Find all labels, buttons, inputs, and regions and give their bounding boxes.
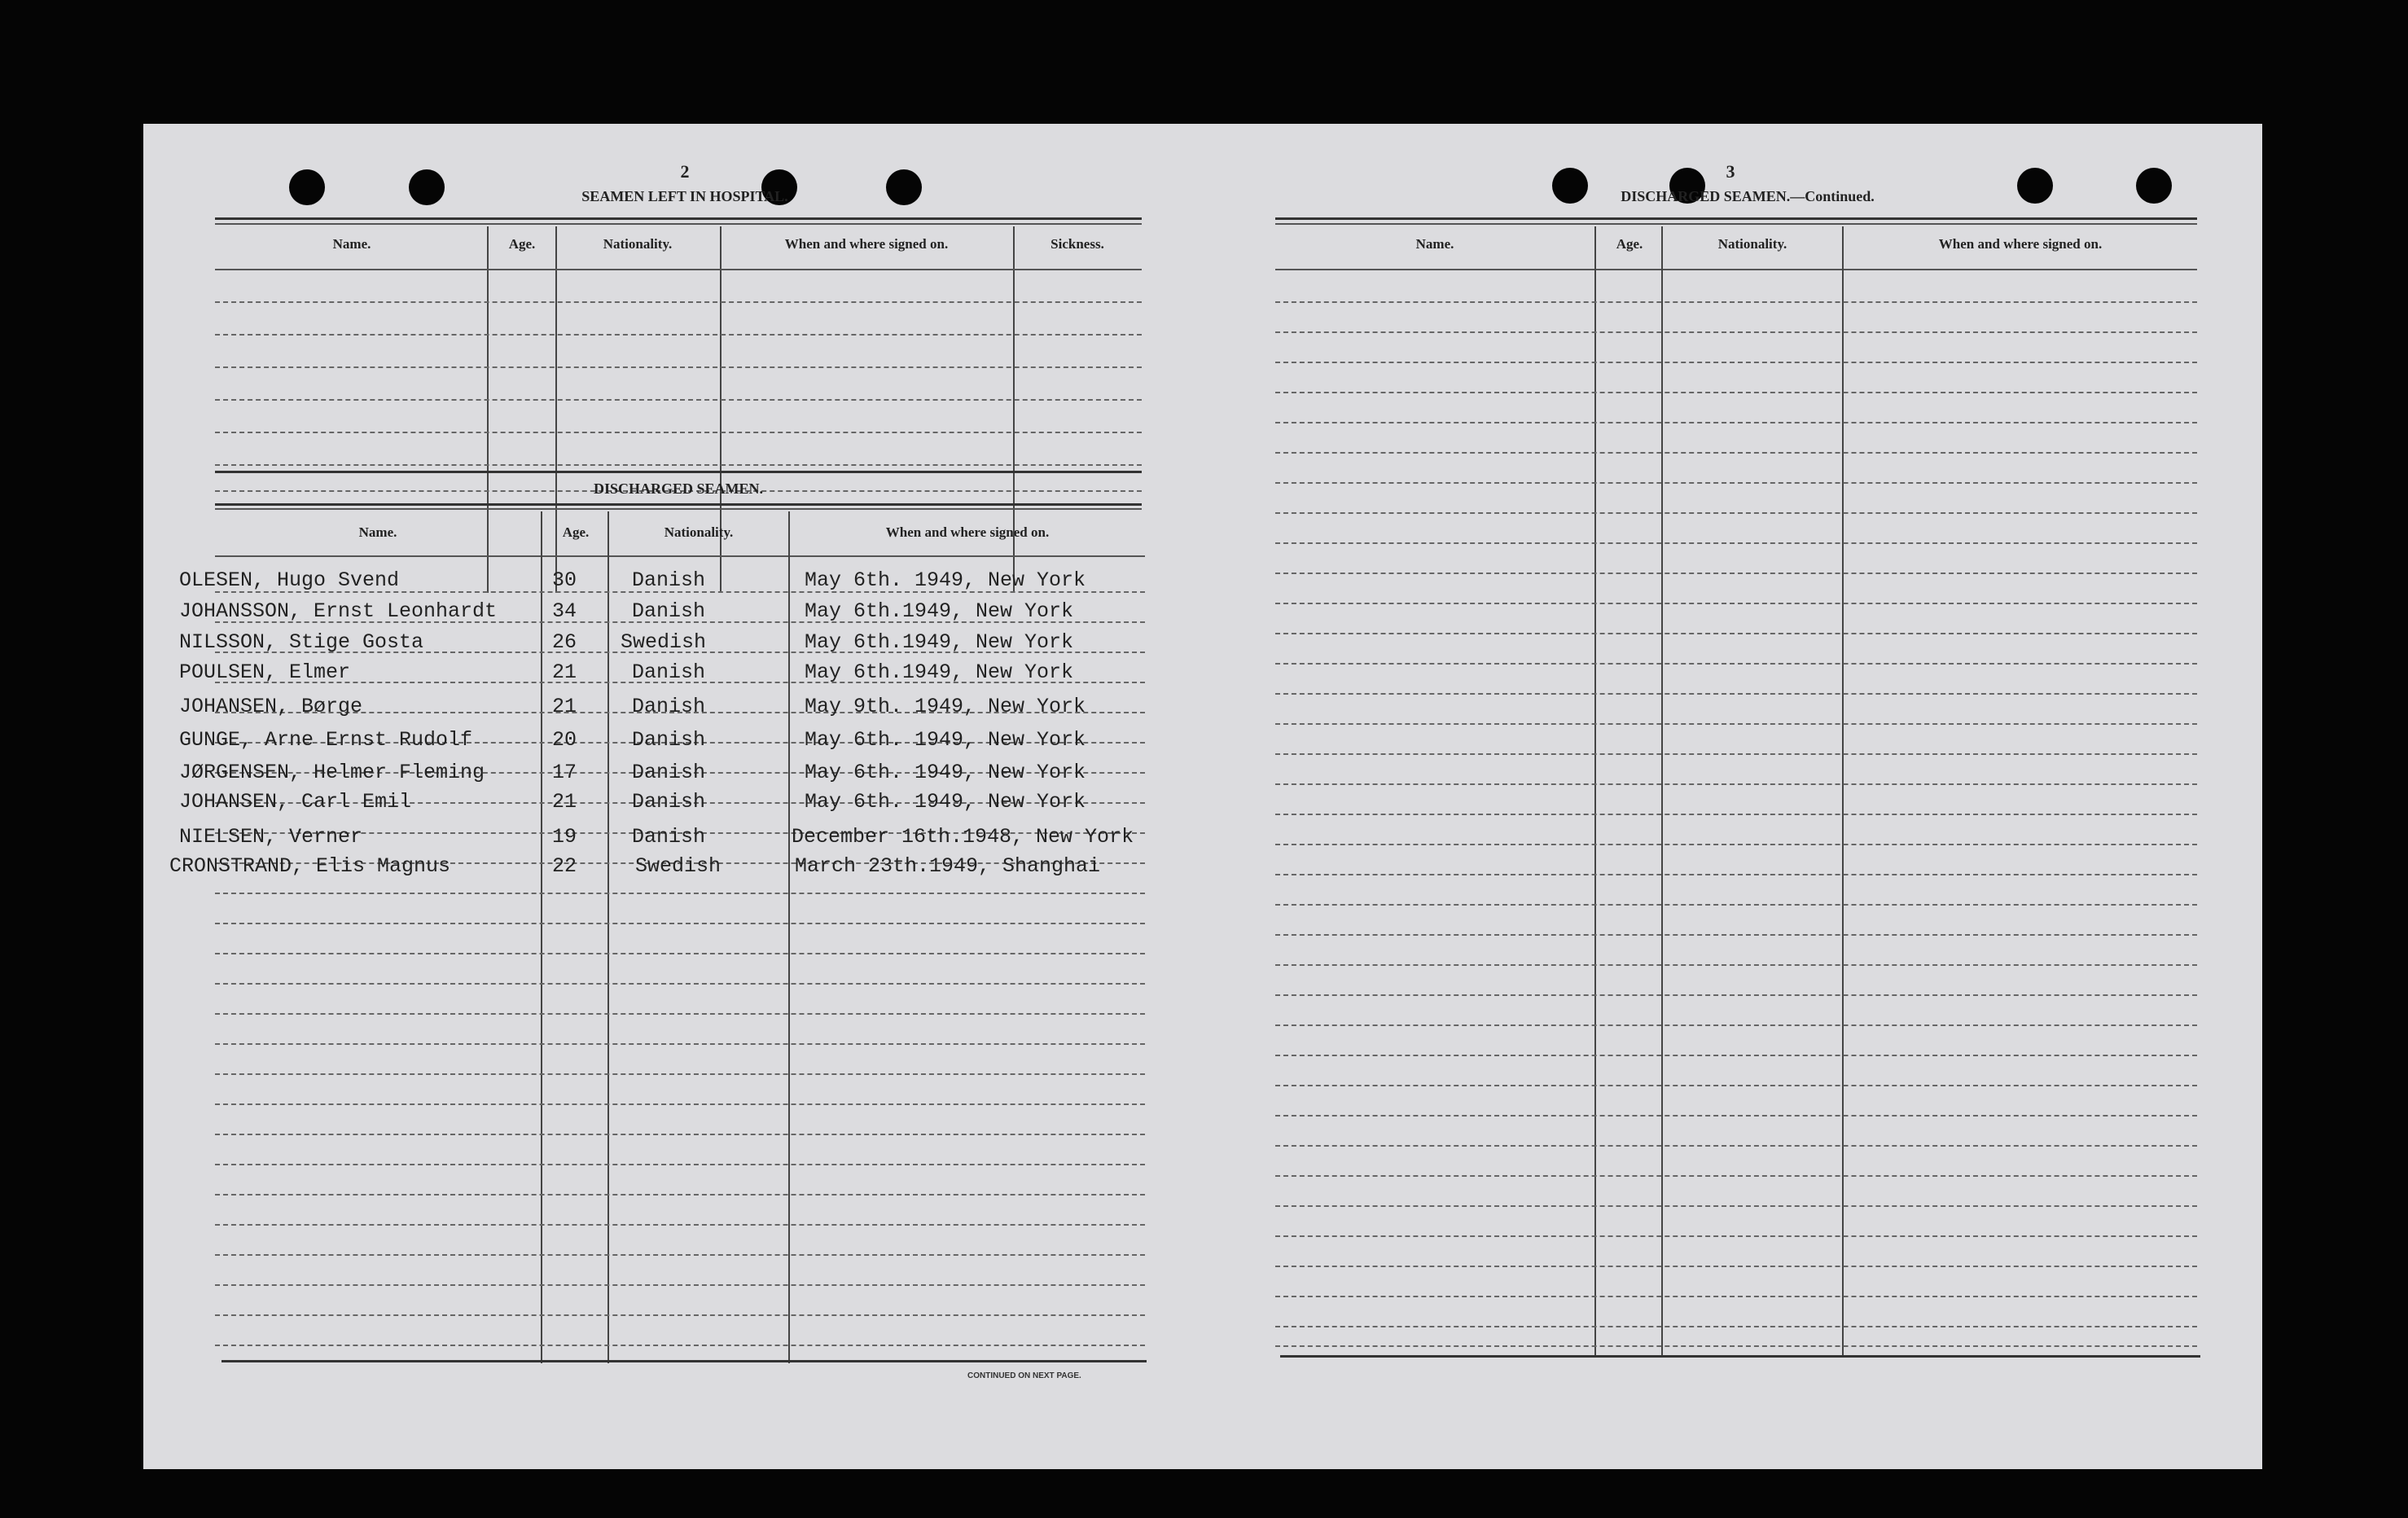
seaman-age: 34 — [552, 599, 577, 623]
seaman-nationality: Danish — [632, 728, 706, 752]
seaman-age: 20 — [552, 728, 577, 752]
continued-footer: CONTINUED ON NEXT PAGE. — [967, 1371, 1081, 1380]
seaman-signed-on: May 6th.1949, New York — [805, 660, 1074, 684]
punch-hole — [409, 169, 445, 205]
seaman-nationality: Danish — [632, 660, 706, 684]
seaman-signed-on: May 6th.1949, New York — [805, 599, 1074, 623]
col-header-nationality: Nationality. — [1717, 236, 1787, 252]
col-header-nationality: Nationality. — [603, 236, 673, 252]
punch-hole — [289, 169, 325, 205]
seaman-signed-on: May 6th. 1949, New York — [805, 568, 1086, 592]
col-header-signed-on: When and where signed on. — [784, 236, 949, 252]
seaman-name: JOHANSEN, Carl Emil — [179, 790, 412, 814]
col-header-age: Age. — [1616, 236, 1643, 252]
col-header-sickness: Sickness. — [1050, 236, 1104, 252]
seaman-nationality: Danish — [632, 568, 706, 592]
seaman-signed-on: May 6th. 1949, New York — [805, 790, 1086, 814]
right-section-title: DISCHARGED SEAMEN.—Continued. — [1621, 188, 1875, 204]
seaman-nationality: Danish — [632, 825, 706, 849]
seaman-signed-on: May 6th. 1949, New York — [805, 728, 1086, 752]
document-sheet — [143, 124, 2262, 1469]
col-header-name: Name. — [332, 236, 371, 252]
page-number: 3 — [1726, 161, 1735, 182]
seaman-signed-on: May 6th.1949, New York — [805, 630, 1074, 654]
col-header-age: Age. — [562, 524, 590, 540]
seaman-nationality: Danish — [632, 790, 706, 814]
col-header-age: Age. — [508, 236, 536, 252]
seaman-age: 21 — [552, 660, 577, 684]
seaman-nationality: Danish — [632, 695, 706, 718]
seaman-age: 19 — [552, 825, 577, 849]
seaman-signed-on: March 23th.1949, Shanghai — [795, 854, 1101, 878]
page-number: 2 — [680, 161, 690, 182]
seaman-signed-on: May 9th. 1949, New York — [805, 695, 1086, 718]
seaman-signed-on: May 6th. 1949, New York — [805, 761, 1086, 784]
seaman-name: JOHANSEN, Børge — [179, 695, 363, 718]
seaman-nationality: Swedish — [621, 630, 707, 654]
punch-hole — [2136, 168, 2172, 204]
seaman-signed-on: December 16th.1948, New York — [792, 825, 1134, 849]
col-header-signed-on: When and where signed on. — [885, 524, 1050, 540]
seaman-age: 17 — [552, 761, 577, 784]
discharged-section-title: DISCHARGED SEAMEN. — [593, 480, 764, 497]
seaman-name: NIELSEN, Verner — [179, 825, 363, 849]
punch-hole — [1552, 168, 1588, 204]
col-header-name: Name. — [358, 524, 397, 540]
seaman-name: JOHANSSON, Ernst Leonhardt — [179, 599, 498, 623]
seaman-name: POULSEN, Elmer — [179, 660, 351, 684]
col-header-nationality: Nationality. — [664, 524, 734, 540]
seaman-name: NILSSON, Stige Gosta — [179, 630, 424, 654]
seaman-age: 21 — [552, 790, 577, 814]
seaman-age: 30 — [552, 568, 577, 592]
seaman-nationality: Swedish — [635, 854, 722, 878]
seaman-age: 22 — [552, 854, 577, 878]
seaman-age: 26 — [552, 630, 577, 654]
seaman-nationality: Danish — [632, 761, 706, 784]
seaman-name: GUNGE, Arne Ernst Rudolf — [179, 728, 473, 752]
seaman-nationality: Danish — [632, 599, 706, 623]
seaman-name: CRONSTRAND, Elis Magnus — [169, 854, 451, 878]
col-header-name: Name. — [1415, 236, 1454, 252]
seaman-name: OLESEN, Hugo Svend — [179, 568, 400, 592]
col-header-signed-on: When and where signed on. — [1938, 236, 2103, 252]
hospital-section-title: SEAMEN LEFT IN HOSPITAL. — [581, 188, 788, 204]
punch-hole — [2017, 168, 2053, 204]
seaman-age: 21 — [552, 695, 577, 718]
punch-hole — [886, 169, 922, 205]
seaman-name: JØRGENSEN, Helmer Fleming — [179, 761, 485, 784]
